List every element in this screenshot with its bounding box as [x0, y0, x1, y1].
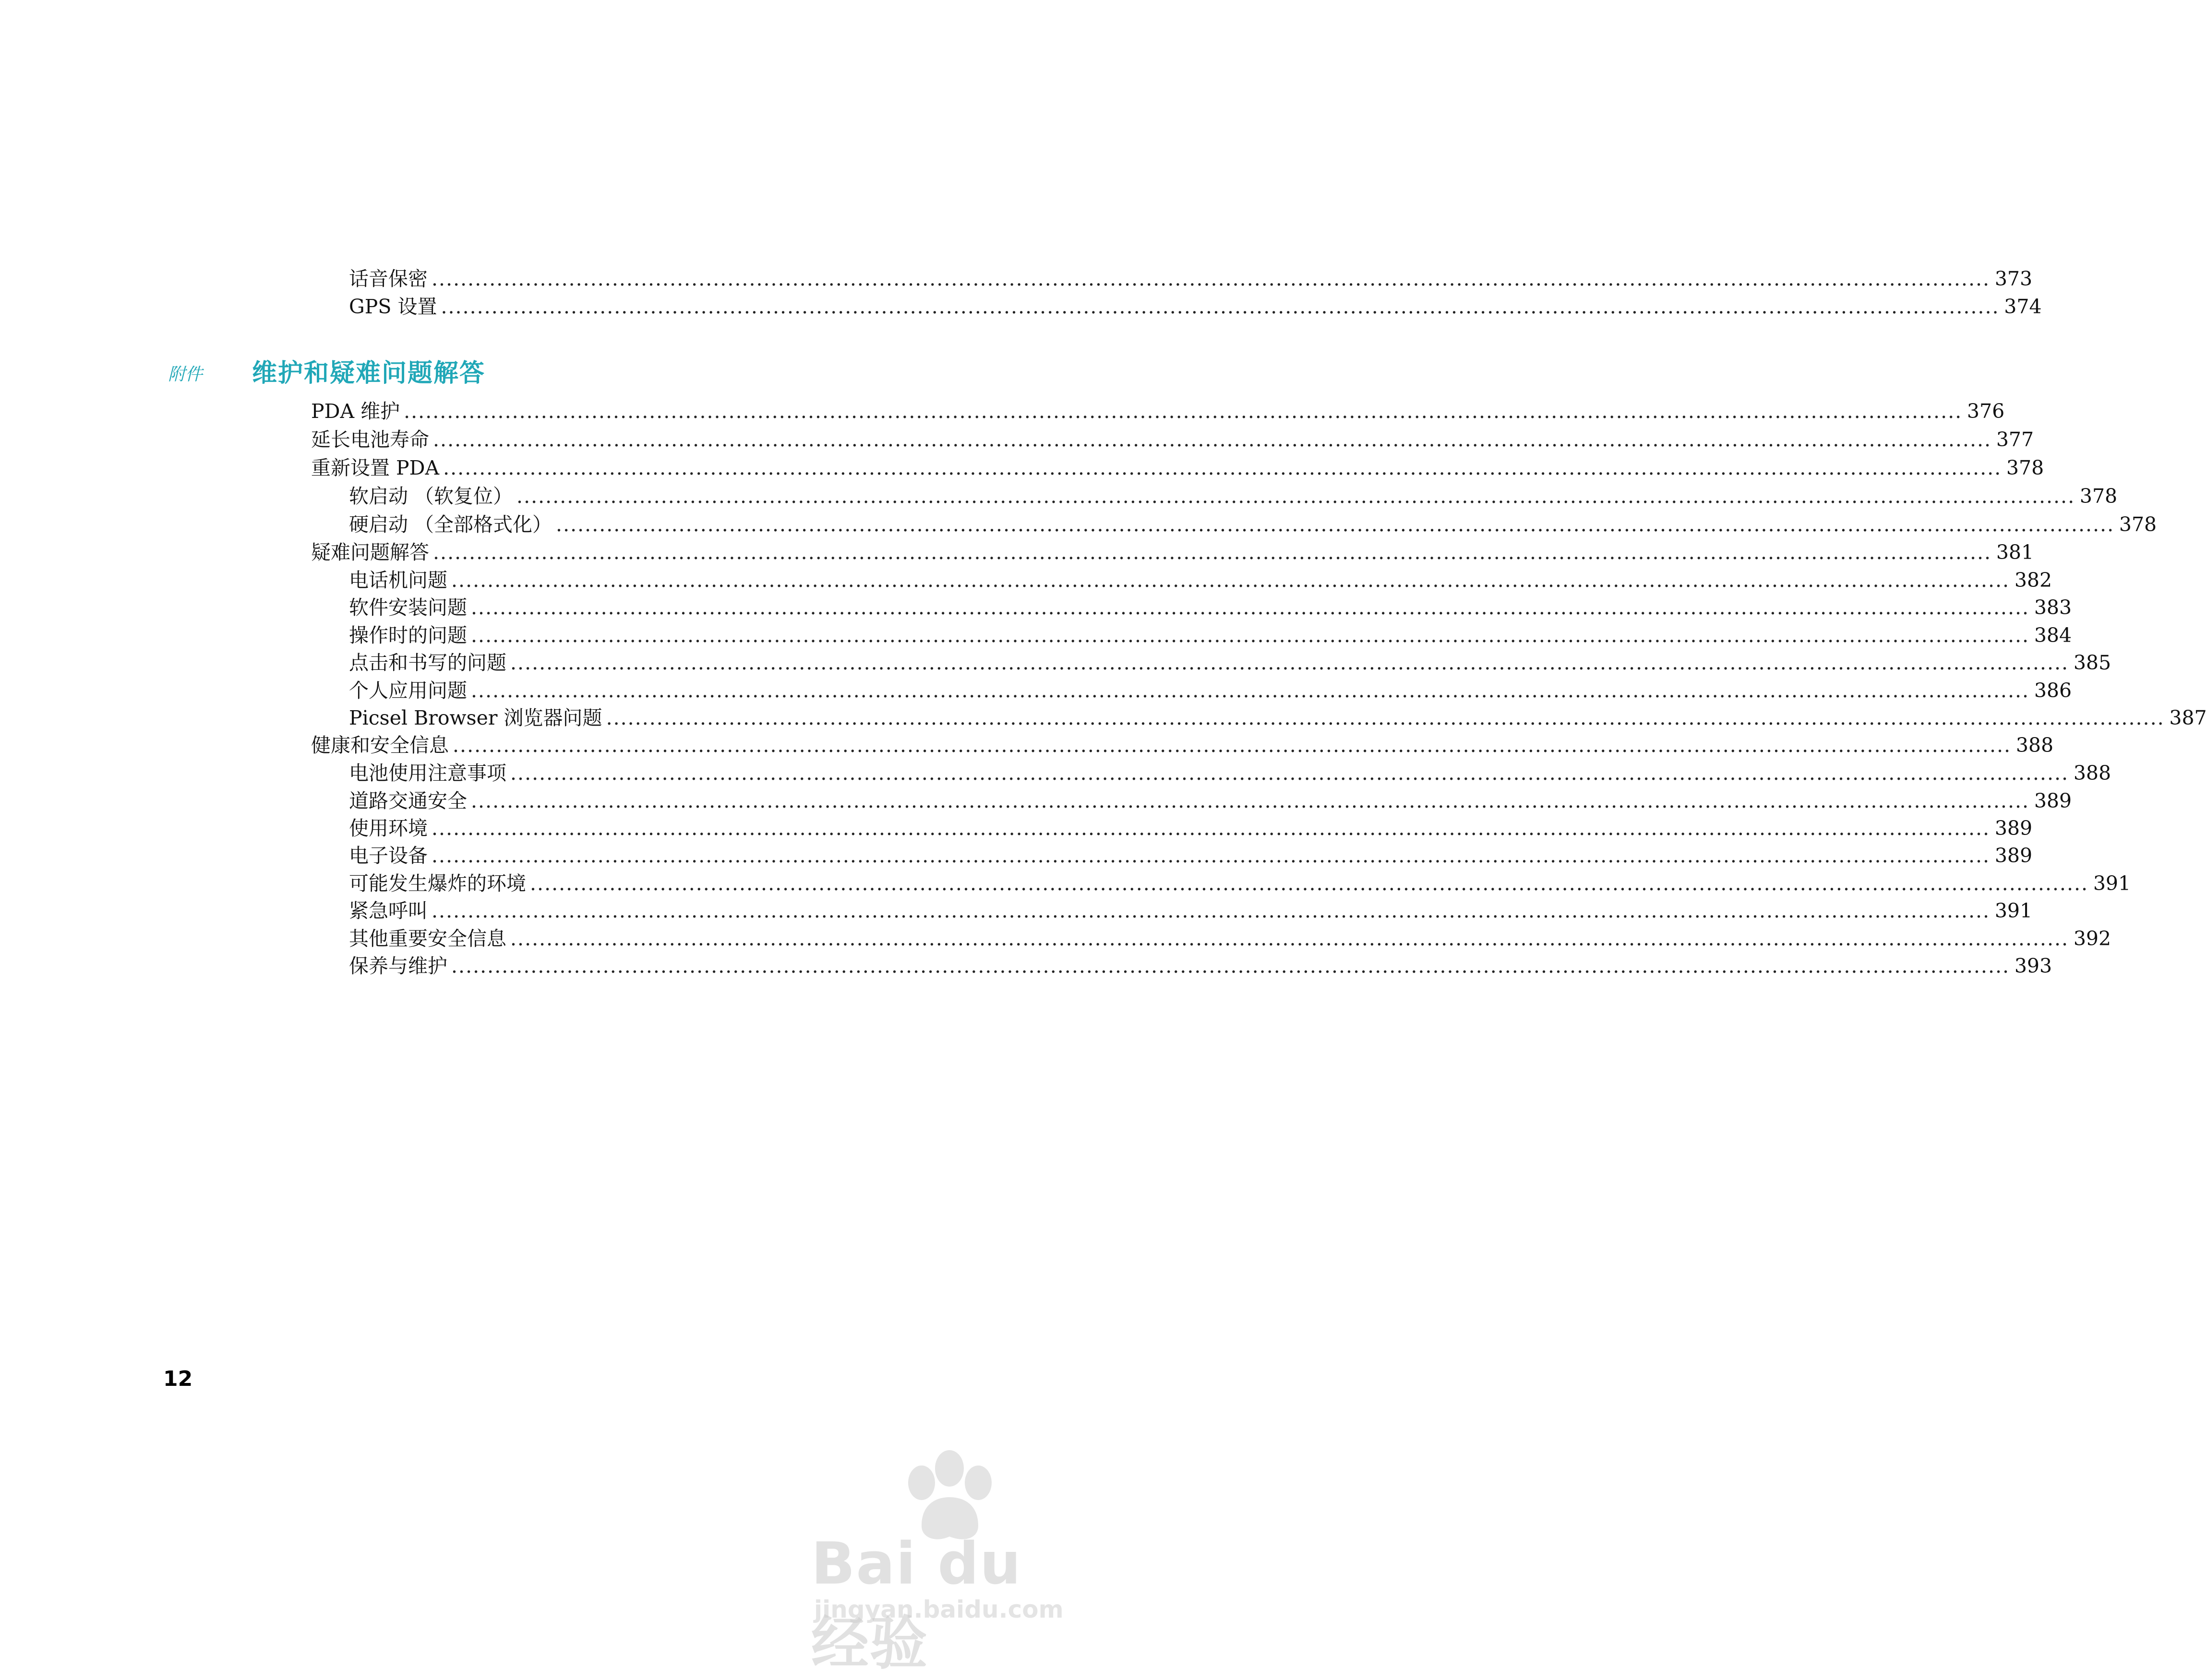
toc-entry: [349, 293, 2042, 321]
toc-entry: [349, 897, 2033, 925]
toc-leader: ........................................................................................................................................................................................................................: [432, 899, 1991, 922]
toc-entry-page: 393: [2014, 954, 2052, 977]
toc-entry-page: 378: [2119, 513, 2157, 536]
toc-leader: ........................................................................................................................................................................................................................: [516, 485, 2075, 508]
toc-entry-page: 377: [1996, 428, 2034, 451]
toc-leader: ........................................................................................................................................................................................................................: [443, 456, 2002, 479]
toc-entry: [311, 426, 2034, 453]
toc-entry-page: 382: [2014, 569, 2052, 592]
toc-leader: ........................................................................................................................................................................................................................: [453, 734, 2012, 757]
toc-entry-page: 378: [2006, 456, 2044, 479]
toc-entry: [349, 482, 2118, 510]
toc-entry-page: 392: [2073, 927, 2111, 950]
toc-entry: [349, 594, 2072, 621]
toc-entry-label: 话音保密: [349, 267, 428, 290]
toc-entry-label: 保养与维护: [349, 954, 447, 977]
toc-entry-page: 373: [1994, 267, 2033, 290]
toc-entry: [349, 265, 2033, 293]
page-number: 12: [163, 1367, 193, 1391]
toc-entry-page: 387: [2169, 706, 2207, 729]
toc-entry-label: 健康和安全信息: [311, 734, 449, 757]
toc-entry-page: 389: [1994, 844, 2033, 867]
toc-leader: ........................................................................................................................................................................................................................: [471, 789, 2030, 812]
toc-leader: ........................................................................................................................................................................................................................: [556, 513, 2115, 536]
toc-entry: [349, 621, 2072, 649]
toc-entry-label: 点击和书写的问题: [349, 651, 506, 674]
toc-entry-page: 384: [2034, 624, 2072, 647]
toc-entry-page: 389: [2034, 789, 2072, 812]
toc-entry-label: 使用环境: [349, 817, 428, 840]
toc-leader: ........................................................................................................................................................................................................................: [510, 927, 2069, 950]
toc-leader: ........................................................................................................................................................................................................................: [404, 400, 1963, 423]
appendix-title: 维护和疑难问题解答: [252, 359, 486, 388]
toc-entry: [349, 814, 2033, 842]
toc-entry-label: 硬启动 （全部格式化）: [349, 513, 552, 536]
baidu-jingyan-watermark: [811, 1449, 1099, 1677]
toc-entry-label: 个人应用问题: [349, 679, 467, 702]
toc-entry-page: 391: [2093, 872, 2131, 895]
toc-entry-page: 388: [2015, 734, 2054, 757]
toc-entry-label: GPS 设置: [349, 295, 437, 318]
toc-leader: ........................................................................................................................................................................................................................: [451, 569, 2010, 592]
toc-entry-page: 383: [2034, 596, 2072, 619]
toc-leader: ........................................................................................................................................................................................................................: [432, 267, 1991, 290]
toc-entry-label: 疑难问题解答: [311, 541, 429, 564]
toc-entry: [349, 759, 2111, 787]
toc-entry: [349, 677, 2072, 704]
toc-entry: [349, 566, 2052, 594]
toc-leader: ........................................................................................................................................................................................................................: [471, 679, 2030, 702]
toc-entry-label: Picsel Browser 浏览器问题: [349, 706, 602, 729]
toc-entry: [349, 925, 2111, 953]
toc-entry-label: 电话机问题: [349, 569, 447, 592]
watermark-brand: Bai du 经验: [811, 1531, 1022, 1677]
toc-leader: ........................................................................................................................................................................................................................: [433, 428, 1992, 451]
toc-entry-label: 软件安装问题: [349, 596, 467, 619]
toc-entry: [311, 454, 2044, 482]
toc-entry-label: 紧急呼叫: [349, 899, 428, 922]
toc-entry-page: 389: [1994, 817, 2033, 840]
toc-entry-label: 其他重要安全信息: [349, 927, 506, 950]
toc-entry-page: 374: [2004, 295, 2042, 318]
appendix-label: 附件: [168, 365, 203, 384]
toc-entry: [349, 511, 2157, 538]
toc-entry-page: 386: [2034, 679, 2072, 702]
toc-entry: [311, 397, 2005, 425]
toc-entry-label: PDA 维护: [311, 400, 400, 423]
toc-entry: [311, 731, 2054, 759]
toc-entry: [349, 649, 2111, 677]
toc-leader: ........................................................................................................................................................................................................................: [606, 706, 2165, 729]
toc-entry-page: 388: [2073, 762, 2111, 785]
toc-entry: [349, 704, 2207, 732]
toc-leader: ........................................................................................................................................................................................................................: [441, 295, 2000, 318]
toc-entry: [311, 538, 2034, 566]
toc-leader: ........................................................................................................................................................................................................................: [471, 624, 2030, 647]
toc-entry-label: 延长电池寿命: [311, 428, 429, 451]
toc-entry-label: 电池使用注意事项: [349, 762, 506, 785]
toc-entry-page: 378: [2079, 485, 2118, 508]
toc-entry: [349, 870, 2131, 897]
toc-leader: ........................................................................................................................................................................................................................: [510, 762, 2069, 785]
toc-entry-label: 道路交通安全: [349, 789, 467, 812]
toc-entry-label: 软启动 （软复位）: [349, 485, 513, 508]
toc-entry-page: 391: [1994, 899, 2033, 922]
toc-entry-label: 电子设备: [349, 844, 428, 867]
toc-leader: ........................................................................................................................................................................................................................: [451, 954, 2010, 977]
toc-leader: ........................................................................................................................................................................................................................: [530, 872, 2089, 895]
toc-leader: ........................................................................................................................................................................................................................: [433, 541, 1992, 564]
toc-entry-page: 385: [2073, 651, 2111, 674]
toc-leader: ........................................................................................................................................................................................................................: [432, 817, 1991, 840]
toc-entry-page: 381: [1996, 541, 2034, 564]
toc-entry: [349, 787, 2072, 815]
toc-leader: ........................................................................................................................................................................................................................: [510, 651, 2069, 674]
toc-entry-label: 重新设置 PDA: [311, 456, 440, 479]
toc-entry: [349, 952, 2052, 980]
toc-leader: ........................................................................................................................................................................................................................: [471, 596, 2030, 619]
watermark-url: jingyan.baidu.com: [814, 1596, 1064, 1623]
toc-leader: ........................................................................................................................................................................................................................: [432, 844, 1991, 867]
toc-entry-label: 操作时的问题: [349, 624, 467, 647]
toc-entry-label: 可能发生爆炸的环境: [349, 872, 526, 895]
toc-entry-page: 376: [1967, 400, 2005, 423]
toc-entry: [349, 842, 2033, 870]
